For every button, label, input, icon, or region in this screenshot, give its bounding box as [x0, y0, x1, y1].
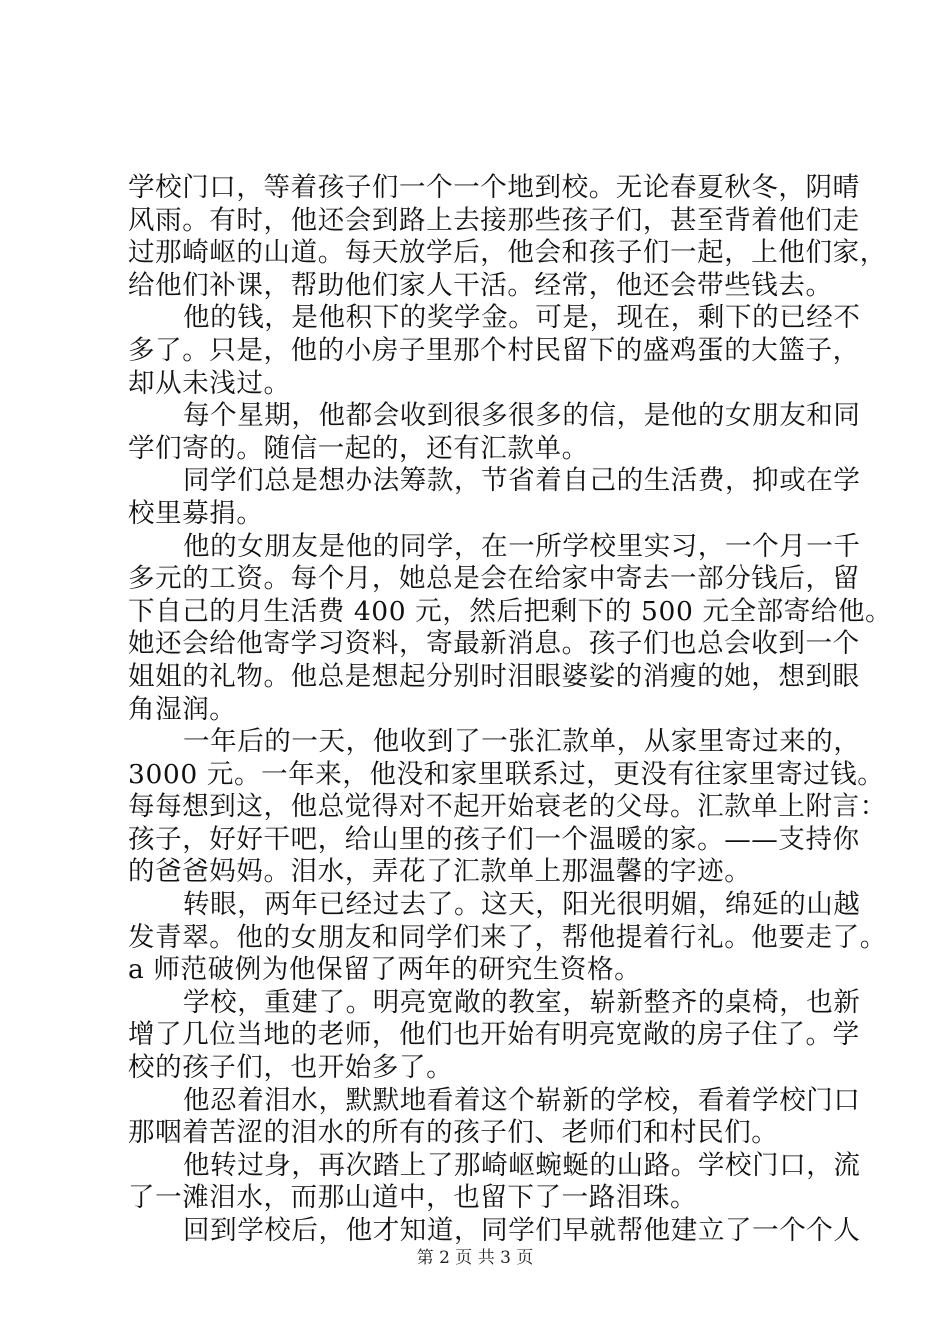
text-line: 那咽着苦涩的泪水的所有的孩子们、老师们和村民们。 [128, 1117, 779, 1149]
text-line: 下自己的月生活费 400 元，然后把剩下的 500 元全部寄给他。 [128, 595, 893, 627]
text-line: 他转过身，再次踏上了那崎岖蜿蜒的山路。学校门口，流 [183, 1149, 861, 1181]
text-line: 过那崎岖的山道。每天放学后，他会和孩子们一起，上他们家， [128, 237, 887, 269]
text-line: 发青翠。他的女朋友和同学们来了，帮他提着行礼。他要走了。 [128, 921, 887, 953]
text-line: 3000 元。一年来，他没和家里联系过，更没有往家里寄过钱。 [128, 758, 885, 790]
text-line: 给他们补课，帮助他们家人干活。经常，他还会带些钱去。 [128, 269, 833, 301]
text-line: a 师范破例为他保留了两年的研究生资格。 [128, 954, 642, 986]
text-line: 风雨。有时，他还会到路上去接那些孩子们，甚至背着他们走 [128, 204, 860, 236]
text-line: 的爸爸妈妈。泪水，弄花了汇款单上那温馨的字迹。 [128, 856, 752, 888]
text-line: 多元的工资。每个月，她总是会在给家中寄去一部分钱后，留 [128, 563, 860, 595]
text-line: 每个星期，他都会收到很多很多的信，是他的女朋友和同 [183, 400, 861, 432]
text-line: 回到学校后，他才知道，同学们早就帮他建立了一个个人 [183, 1215, 861, 1246]
text-line: 她还会给他寄学习资料，寄最新消息。孩子们也总会收到一个 [128, 628, 860, 660]
text-line: 多了。只是，他的小房子里那个村民留下的盛鸡蛋的大篮子， [128, 334, 860, 366]
text-line: 了一滩泪水，而那山道中，也留下了一路泪珠。 [128, 1182, 698, 1214]
text-line: 校里募捐。 [128, 497, 264, 529]
text-line: 每每想到这，他总觉得对不起开始衰老的父母。汇款单上附言： [128, 791, 887, 823]
text-line: 转眼，两年已经过去了。这天，阳光很明媚，绵延的山越 [183, 889, 861, 921]
text-line: 却从未浅过。 [128, 367, 291, 399]
text-line: 校的孩子们，也开始多了。 [128, 1052, 454, 1084]
text-line: 一年后的一天，他收到了一张汇款单，从家里寄过来的， [183, 726, 861, 758]
text-line: 他的钱，是他积下的奖学金。可是，现在，剩下的已经不 [183, 302, 861, 334]
paragraph-lines [128, 172, 893, 1248]
page-footer: 第 2 页 共 3 页 [416, 1248, 534, 1268]
text-line: 姐姐的礼物。他总是想起分别时泪眼婆娑的消瘦的她，想到眼 [128, 660, 860, 692]
text-line: 角湿润。 [128, 693, 237, 725]
text-line: 学校，重建了。明亮宽敞的教室，崭新整齐的桌椅，也新 [183, 986, 861, 1018]
text-line: 他的女朋友是他的同学，在一所学校里实习，一个月一千 [183, 530, 861, 562]
text-line: 孩子，好好干吧，给山里的孩子们一个温暖的家。——支持你 [128, 823, 860, 855]
text-line: 学们寄的。随信一起的，还有汇款单。 [128, 432, 589, 464]
text-line: 他忍着泪水，默默地看着这个崭新的学校，看着学校门口 [183, 1084, 861, 1116]
text-line: 增了几位当地的老师，他们也开始有明亮宽敞的房子住了。学 [128, 1019, 860, 1051]
text-line: 学校门口，等着孩子们一个一个地到校。无论春夏秋冬，阴晴 [128, 172, 860, 203]
document-body [128, 172, 893, 1248]
text-line: 同学们总是想办法筹款，节省着自己的生活费，抑或在学 [183, 465, 861, 497]
